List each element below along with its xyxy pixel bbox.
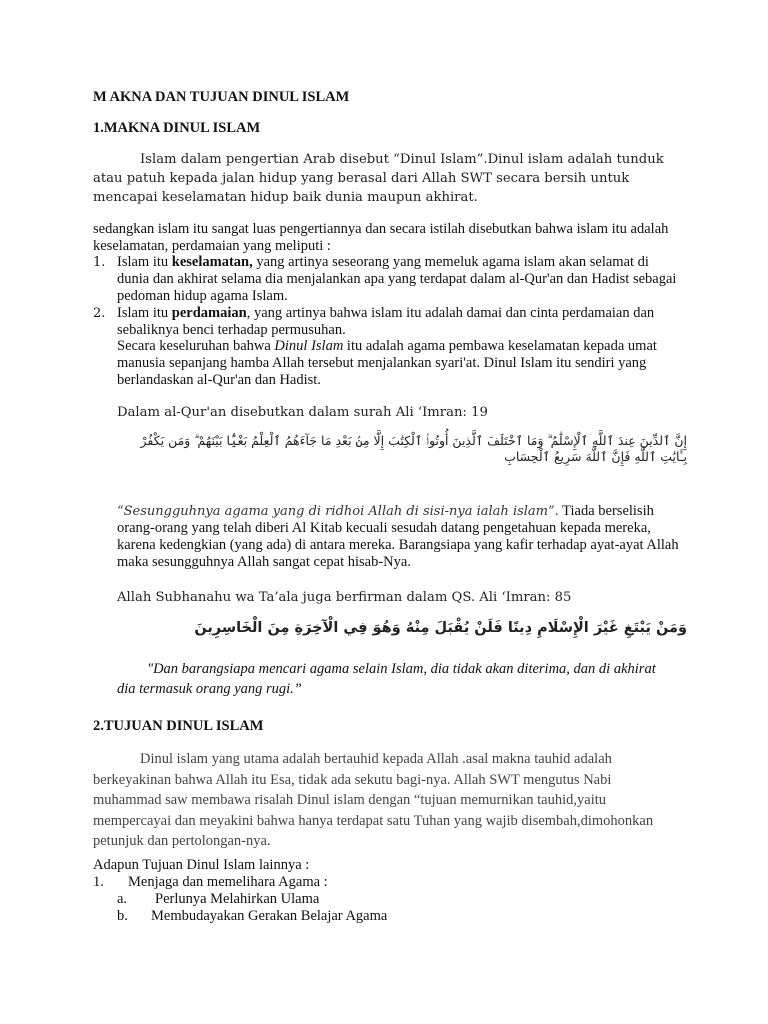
verse-translation-1 <box>117 503 687 571</box>
translation-text: "Dan barangsiapa mencari agama selain Islam, dia tidak akan diterima, dan di akhirat dia termasuk orang yang rugi.” <box>117 661 656 697</box>
paragraph-tujuan <box>93 749 663 852</box>
section-heading-tujuan: 2.TUJUAN DINUL ISLAM <box>93 718 264 734</box>
list-item <box>93 254 683 305</box>
translation-quote: “Sesungguhnya agama yang di ridhoi Allah di sisi-nya ialah islam”. <box>117 504 559 519</box>
verse-translation-2 <box>117 659 677 699</box>
arabic-verse-2: وَمَنْ يَبْتَغِ غَيْرَ الْإِسْلَامِ دِينًا فَلَنْ يُقْبَلَ مِنْهُ وَهُوَ فِي الْآخِرَةِ مِنَ الْخَاسِرِينَ <box>194 620 687 636</box>
list-item-text: Menjaga dan memelihara Agama : <box>128 874 328 890</box>
quran-reference-1: Dalam al-Qur'an disebutkan dalam surah Ali ‘Imran: 19 <box>117 405 488 420</box>
meaning-list <box>93 254 683 339</box>
list-item-text: Perlunya Melahirkan Ulama <box>155 891 320 907</box>
list-item-text: Islam itu <box>117 254 172 270</box>
list-item-text: , yang artinya bahwa islam itu adalah damai dan cinta perdamaian dan sebaliknya benci terhadap permusuhan. <box>117 305 655 338</box>
summary-text: Secara keseluruhan bahwa <box>117 338 275 354</box>
list-item-keyword: perdamaian <box>171 305 247 321</box>
translation-text: Tiada berselisih orang-orang yang telah diberi Al Kitab kecuali sesudah datang pengetahuan kepada mereka, karena kedengkian (yang ada) di antara mereka. Barangsiapa yang kafir terhadap ayat-ayat Allah maka sesungguhnya Allah sangat cepat hisab-Nya. <box>117 503 679 570</box>
quran-reference-2: Allah Subhanahu wa Ta’ala juga berfirman dalam QS. Ali ‘Imran: 85 <box>117 590 572 605</box>
list-number: b. <box>117 908 128 924</box>
paragraph-definition: sedangkan islam itu sangat luas pengertiannya dan secara istilah disebutkan bahwa islam itu adalah keselamatan, perdamaian yang meliputi : <box>93 221 669 254</box>
list-item-text: Islam itu <box>117 305 172 321</box>
list-number: 1. <box>93 255 106 270</box>
list-item <box>93 305 683 339</box>
list-item-text: yang artinya seseorang yang memeluk agama islam akan selamat di dunia dan akhirat selama dia menjalankan apa yang terdapat dalam al-Qur'an dan Hadist sebagai pedoman hidup agama Islam. <box>117 254 677 304</box>
paragraph-summary <box>117 338 687 389</box>
arabic-verse-1: إِنَّ ٱلدِّينَ عِندَ ٱللَّهِ ٱلْإِسْلَٰمُ ۗ وَمَا ٱخْتَلَفَ ٱلَّذِينَ أُوتُوا۟ ٱلْكِتَٰبَ إِلَّا مِنۢ بَعْدِ مَا جَآءَهُمُ ٱلْعِلْمُ بَغْيًۢا بَيْنَهُمْ ۗ وَمَن يَكْفُرْ بِـَٔايَٰتِ ٱللَّهِ فَإِنَّ ٱللَّهَ سَرِيعُ ٱلْحِسَابِ <box>140 433 687 464</box>
paragraph-lead: Adapun Tujuan Dinul Islam lainnya : <box>93 857 310 873</box>
list-item-text: Membudayakan Gerakan Belajar Agama <box>151 908 388 924</box>
document-title: M AKNA DAN TUJUAN DINUL ISLAM <box>93 89 350 105</box>
summary-term: Dinul Islam <box>274 338 344 354</box>
tujuan-text: Dinul islam yang utama adalah bertauhid kepada Allah .asal makna tauhid adalah berkeyakinan bahwa Allah itu Esa, tidak ada sekutu bagi-nya. Allah SWT mengutus Nabi muhammad saw membawa risalah Dinul islam dengan “tujuan memurnikan tauhid,yaitu mempercayai dan meyakini bahwa hanya terdapat satu Tuhan yang wajib disembah,dimohonkan petunjuk dan pertolongan-nya. <box>93 751 654 849</box>
paragraph-intro <box>93 150 673 207</box>
list-number: 1. <box>93 874 104 890</box>
list-number: a. <box>117 891 128 907</box>
summary-text: itu adalah agama pembawa keselamatan kepada umat manusia sepanjang hamba Allah tersebut menjalankan syari'at. Dinul Islam itu sendiri yang berlandaskan al-Qur'an dan Hadist. <box>117 338 657 388</box>
list-number: 2. <box>93 306 106 321</box>
intro-text: Islam dalam pengertian Arab disebut “Dinul Islam”.Dinul islam adalah tunduk atau patuh kepada jalan hidup yang berasal dari Allah SWT secara bersih untuk mencapai keselamatan hidup baik dunia maupun akhirat. <box>93 152 664 205</box>
list-item-keyword: keselamatan, <box>171 254 253 270</box>
section-heading-makna: 1.MAKNA DINUL ISLAM <box>93 120 261 136</box>
